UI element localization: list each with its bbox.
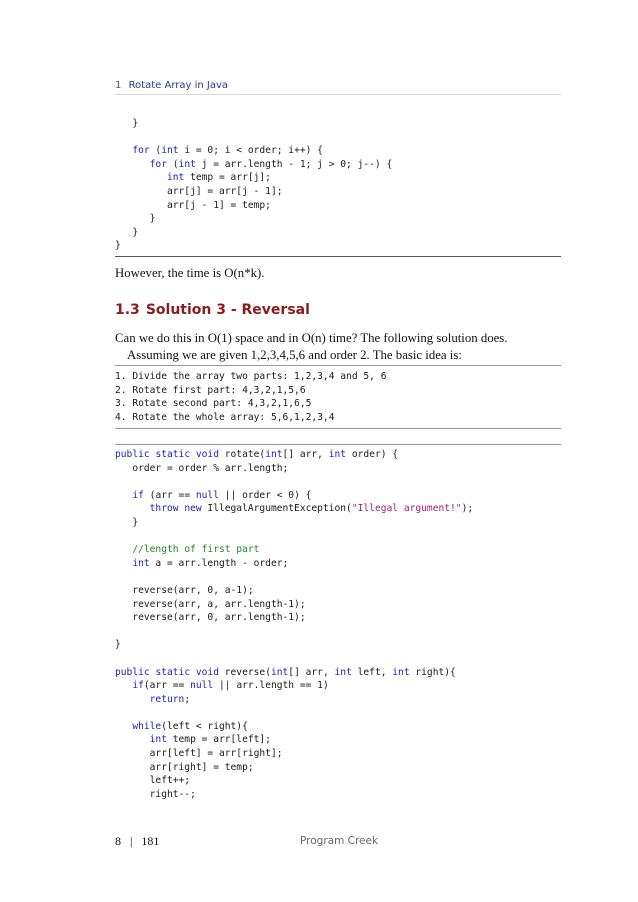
code-line [115,667,456,678]
code-text: j = arr.length - 1; j > 0; j--) { [195,158,393,170]
code-text: || order < 0) { [218,489,312,501]
code-line [115,200,271,211]
code-text: ; [184,693,191,705]
code-text: ( [166,158,179,170]
code-text: temp = arr[j]; [184,172,271,184]
code-text: 4. Rotate the whole array: 5,6,1,2,3,4 [115,411,335,423]
page-number-footer [115,834,159,849]
code-line [115,734,271,745]
code-keyword: int [166,172,185,184]
code-text [115,159,150,170]
chapter-title: Rotate Array in Java [128,80,229,91]
page-number: 8 [115,834,121,848]
section-heading [115,302,310,318]
code-keyword: new [184,503,202,515]
code-line [115,639,121,650]
code-text: ( [149,145,162,157]
code-top-rule [115,444,561,445]
code-line [115,775,190,786]
code-line [115,449,398,460]
code-text: } [115,213,156,225]
code-block-loop [115,117,392,253]
code-text: 3. Rotate second part: 4,3,2,1,6,5 [115,398,312,410]
code-text: } [115,226,139,238]
code-line [115,694,190,705]
code-line [115,118,138,129]
code-text: arr[right] = temp; [115,761,254,773]
intro-paragraph [115,330,561,364]
code-line [115,503,473,514]
code-keyword: for [132,145,150,157]
code-line [115,517,138,528]
code-keyword: int [265,449,283,460]
code-text: order = order % arr.length; [115,462,289,474]
chapter-number: 1 [115,80,122,91]
code-keyword: int [334,666,352,678]
footer-separator: | [130,834,133,848]
code-keyword: int [132,557,150,569]
code-line [115,463,288,474]
code-line [115,544,259,555]
code-text: (left < right){ [161,720,248,732]
code-text: } [115,118,139,129]
code-line [115,385,306,396]
code-text: reverse(arr, a, arr.length-1); [115,598,306,610]
code-text [115,680,132,691]
steps-top-rule [115,365,561,366]
total-pages: 181 [141,834,160,848]
time-complexity-paragraph: However, the time is O(n*k). [115,266,265,280]
publisher-footer: Program Creek [300,835,379,847]
code-line [115,721,248,732]
code-text: [] arr, [282,449,329,460]
code-text: temp = arr[left]; [166,734,271,746]
code-keyword: int [392,666,410,678]
code-keyword: throw [149,503,179,515]
code-line [115,172,271,183]
code-keyword: void [195,666,219,678]
code-line [115,412,335,423]
code-text [115,490,132,501]
code-comment: //length of first part [132,544,260,556]
code-keyword: int [270,666,289,678]
code-keyword: public [115,666,150,678]
code-text: 1. Divide the array two parts: 1,2,3,4 and 5, 6 [115,371,387,382]
code-text: i = 0; i < order; i++) { [178,145,323,157]
code-line [115,762,254,773]
intro-line-2: Assuming we are given 1,2,3,4,5,6 and order 2. The basic idea is: [127,348,462,362]
code-text: rotate( [218,449,266,460]
code-keyword: if [132,489,144,501]
code-text: arr[left] = arr[right]; [115,748,283,760]
code-keyword: int [328,449,347,460]
code-line [115,371,386,382]
code-line [115,145,323,156]
code-keyword: static [155,666,191,678]
section-number: 1.3 [115,302,140,318]
steps-block [115,370,386,424]
code-block-reversal [115,448,473,801]
code-text: [] arr, [288,666,335,678]
code-text [115,558,132,569]
code-text: order) { [346,449,399,460]
code-text: 2. Rotate first part: 4,3,2,1,5,6 [115,384,306,396]
code-text [115,734,150,745]
code-text: || arr.length == 1) [213,680,329,692]
code-text [115,503,150,514]
code-line [115,490,311,501]
code-line [115,186,283,197]
code-text: reverse(arr, 0, arr.length-1); [115,612,306,624]
code-keyword: for [149,158,167,170]
code-line [115,240,121,251]
code-text: IllegalArgumentException( [201,503,352,515]
code-line [115,748,283,759]
code-keyword: static [155,449,191,460]
code-line [115,227,138,238]
code-text: right--; [115,788,196,800]
code-line [115,612,306,623]
section-title: Solution 3 - Reversal [145,302,310,318]
code-keyword: int [161,145,179,157]
code-text: } [115,516,139,528]
code-text: (arr == [143,680,191,692]
code-string: "Illegal argument!" [351,503,462,515]
code-keyword: if [132,680,144,692]
code-line [115,159,392,170]
code-text [115,145,132,156]
code-keyword: return [149,693,185,705]
code-text [115,694,150,705]
code-text: (arr == [143,489,196,501]
code-keyword: int [149,734,167,746]
code-keyword: while [132,720,162,732]
code-text: a = arr.length - order; [149,557,289,569]
code-text: reverse( [218,666,271,678]
code-text: } [115,240,121,252]
code-line [115,558,288,569]
code-text: reverse(arr, 0, a-1); [115,584,254,596]
code-line [115,213,155,224]
steps-bottom-rule [115,428,561,429]
code-text [115,544,132,555]
code-bottom-rule [115,256,561,257]
code-text: arr[j - 1] = temp; [115,199,271,211]
code-keyword: public [115,449,150,460]
code-text [115,721,132,732]
intro-line-1: Can we do this in O(1) space and in O(n) time? The following solution does. [115,331,508,345]
code-keyword: null [190,680,214,692]
code-text: arr[j] = arr[j - 1]; [115,185,283,197]
code-line [115,599,306,610]
code-line [115,398,311,409]
code-line [115,680,329,691]
code-text: ); [461,503,474,515]
code-text [115,172,167,183]
code-line [115,789,196,800]
code-text: } [115,639,121,651]
code-line [115,585,254,596]
code-keyword: void [195,449,219,460]
code-text: right){ [409,666,456,678]
code-text: left++; [115,775,191,787]
code-keyword: null [195,489,219,501]
code-text: left, [351,666,393,678]
running-header [115,80,561,95]
code-keyword: int [178,158,196,170]
